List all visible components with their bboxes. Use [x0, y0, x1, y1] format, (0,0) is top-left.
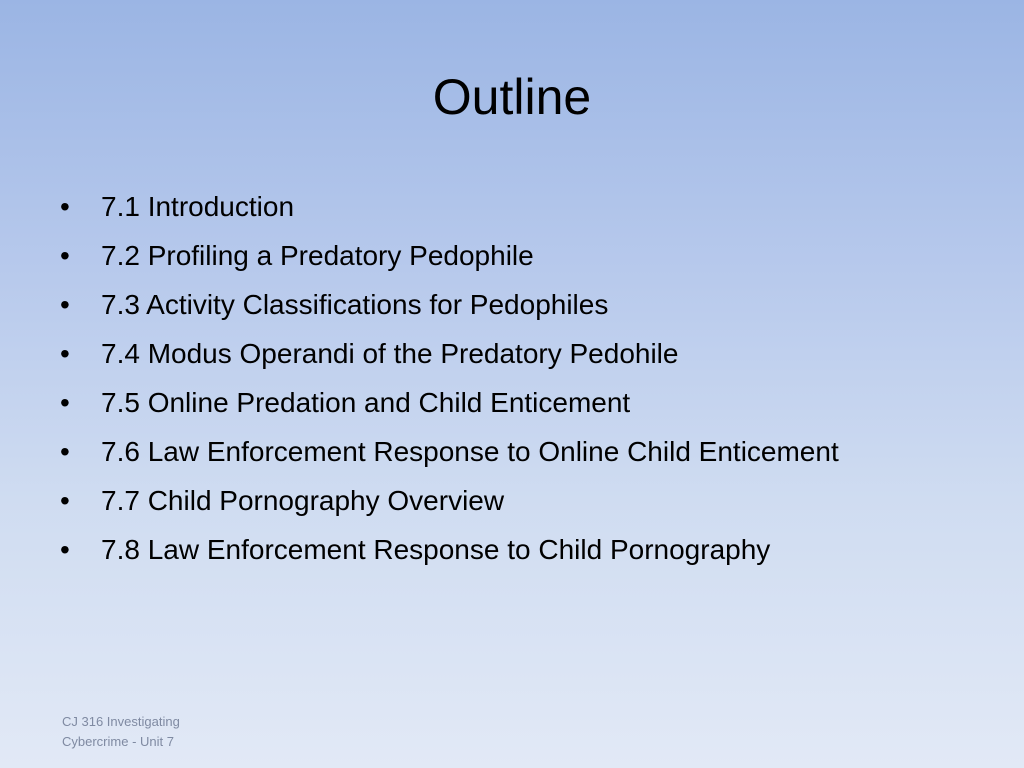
bullet-icon: • [60, 338, 70, 369]
list-item [60, 525, 1000, 574]
bullet-icon: • [60, 485, 70, 516]
slide-title: Outline [432, 69, 592, 125]
bullet-icon: • [60, 534, 70, 565]
bullet-icon: • [60, 240, 70, 271]
list-item [60, 231, 1000, 280]
list-item-text: 7.3 Activity Classifications for Pedophiles [101, 289, 609, 320]
list-item-text: 7.6 Law Enforcement Response to Online Child Enticement [101, 436, 839, 467]
bullet-icon: • [60, 191, 70, 222]
bullet-icon: • [60, 436, 70, 467]
list-item [60, 182, 1000, 231]
list-item-text: 7.4 Modus Operandi of the Predatory Pedohile [101, 338, 679, 369]
list-item [60, 280, 1000, 329]
outline-list [60, 182, 1000, 574]
slide-footer [62, 712, 262, 752]
bullet-icon: • [60, 387, 70, 418]
footer-line: CJ 316 Investigating [62, 714, 180, 729]
list-item [60, 329, 1000, 378]
list-item [60, 476, 1000, 525]
list-item-text: 7.7 Child Pornography Overview [101, 485, 505, 516]
list-item [60, 378, 1000, 427]
list-item-text: 7.8 Law Enforcement Response to Child Pornography [101, 534, 771, 565]
footer-line: Cybercrime - Unit 7 [62, 734, 174, 749]
list-item-text: 7.2 Profiling a Predatory Pedophile [101, 240, 534, 271]
list-item [60, 427, 1000, 476]
list-item-text: 7.1 Introduction [101, 191, 295, 222]
bullet-icon: • [60, 289, 70, 320]
list-item-text: 7.5 Online Predation and Child Enticement [101, 387, 631, 418]
